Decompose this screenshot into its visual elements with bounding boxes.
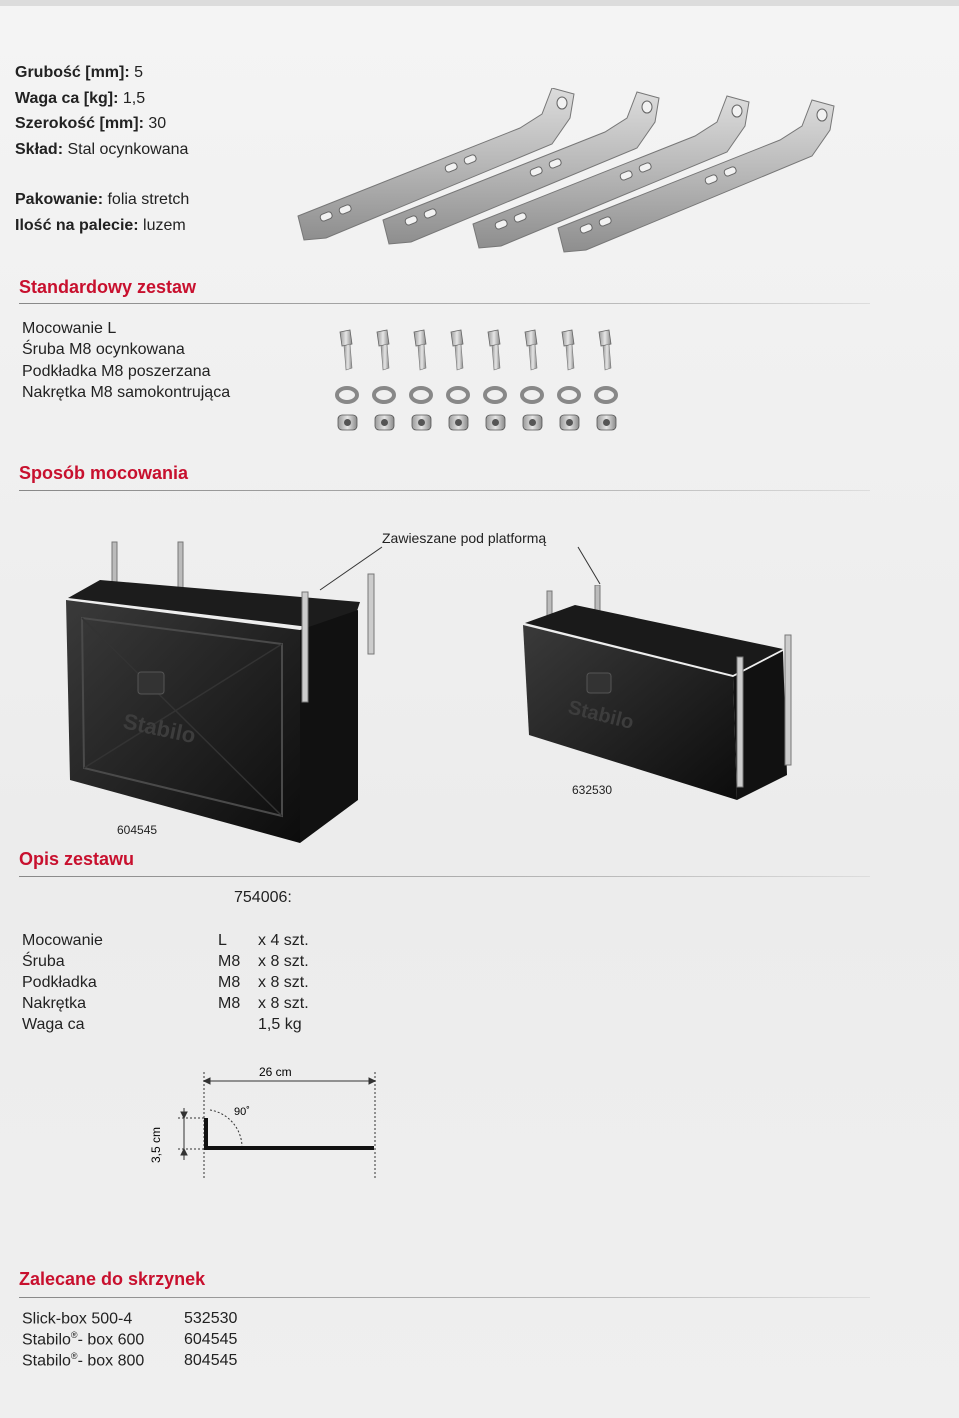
width-dimension-label: 26 cm <box>259 1065 292 1079</box>
brand-logo: Stabilo <box>120 708 198 749</box>
brand-logo: Stabilo <box>565 696 636 734</box>
kit-code: 754006: <box>234 889 292 906</box>
spec-row-width: Szerokość [mm]: 30 <box>15 115 167 133</box>
bracket-dimension-drawing <box>140 1060 390 1180</box>
section-divider <box>19 303 870 304</box>
hardware-image <box>330 328 620 443</box>
table-row: Waga ca 1,5 kg <box>22 1016 302 1033</box>
section-title-mounting: Sposób mocowania <box>19 463 189 483</box>
table-row: Stabilo®- box 800 804545 <box>22 1350 238 1370</box>
section-title-standard: Standardowy zestaw <box>19 277 197 297</box>
section-title-kit: Opis zestawu <box>19 849 135 869</box>
spec-row-weight: Waga ca [kg]: 1,5 <box>15 89 146 107</box>
spec-row-packing: Pakowanie: folia stretch <box>15 191 190 209</box>
section-divider <box>19 876 870 877</box>
section-divider <box>19 490 870 491</box>
table-row: Nakrętka M8 x 8 szt. <box>22 995 309 1012</box>
section-title-recommended: Zalecane do skrzynek <box>19 1269 206 1289</box>
table-row: Śruba M8 x 8 szt. <box>22 953 309 970</box>
toolbox-604545-image <box>60 540 390 845</box>
section-divider <box>19 1297 870 1298</box>
l-brackets-image <box>290 88 850 263</box>
box-code-left: 604545 <box>117 823 158 837</box>
kit-table <box>22 932 309 1037</box>
table-row: Mocowanie L x 4 szt. <box>22 932 309 949</box>
spec-row-pallet: Ilość na palecie: luzem <box>15 216 186 234</box>
angle-label: 90˚ <box>234 1106 250 1118</box>
table-row: Stabilo®- box 600 604545 <box>22 1329 238 1349</box>
standard-items-list <box>22 318 230 403</box>
list-item: Śruba M8 ocynkowana <box>22 341 185 359</box>
table-row: Slick-box 500-4 532530 <box>22 1309 238 1328</box>
list-item: Podkładka M8 poszerzana <box>22 362 211 380</box>
mounting-callout: Zawieszane pod platformą <box>382 530 547 546</box>
spec-row-material: Skład: Stal ocynkowana <box>15 140 189 158</box>
recommended-table <box>22 1308 237 1371</box>
toolbox-632530-image <box>515 585 815 810</box>
list-item: Mocowanie L <box>22 320 117 337</box>
box-code-right: 632530 <box>572 783 613 797</box>
list-item: Nakrętka M8 samokontrująca <box>22 383 231 401</box>
top-border <box>0 0 959 6</box>
spec-list <box>15 60 189 239</box>
spec-row-thickness: Grubość [mm]: 5 <box>15 64 144 81</box>
height-dimension-label: 3,5 cm <box>149 1126 163 1163</box>
table-row: Podkładka M8 x 8 szt. <box>22 974 309 991</box>
